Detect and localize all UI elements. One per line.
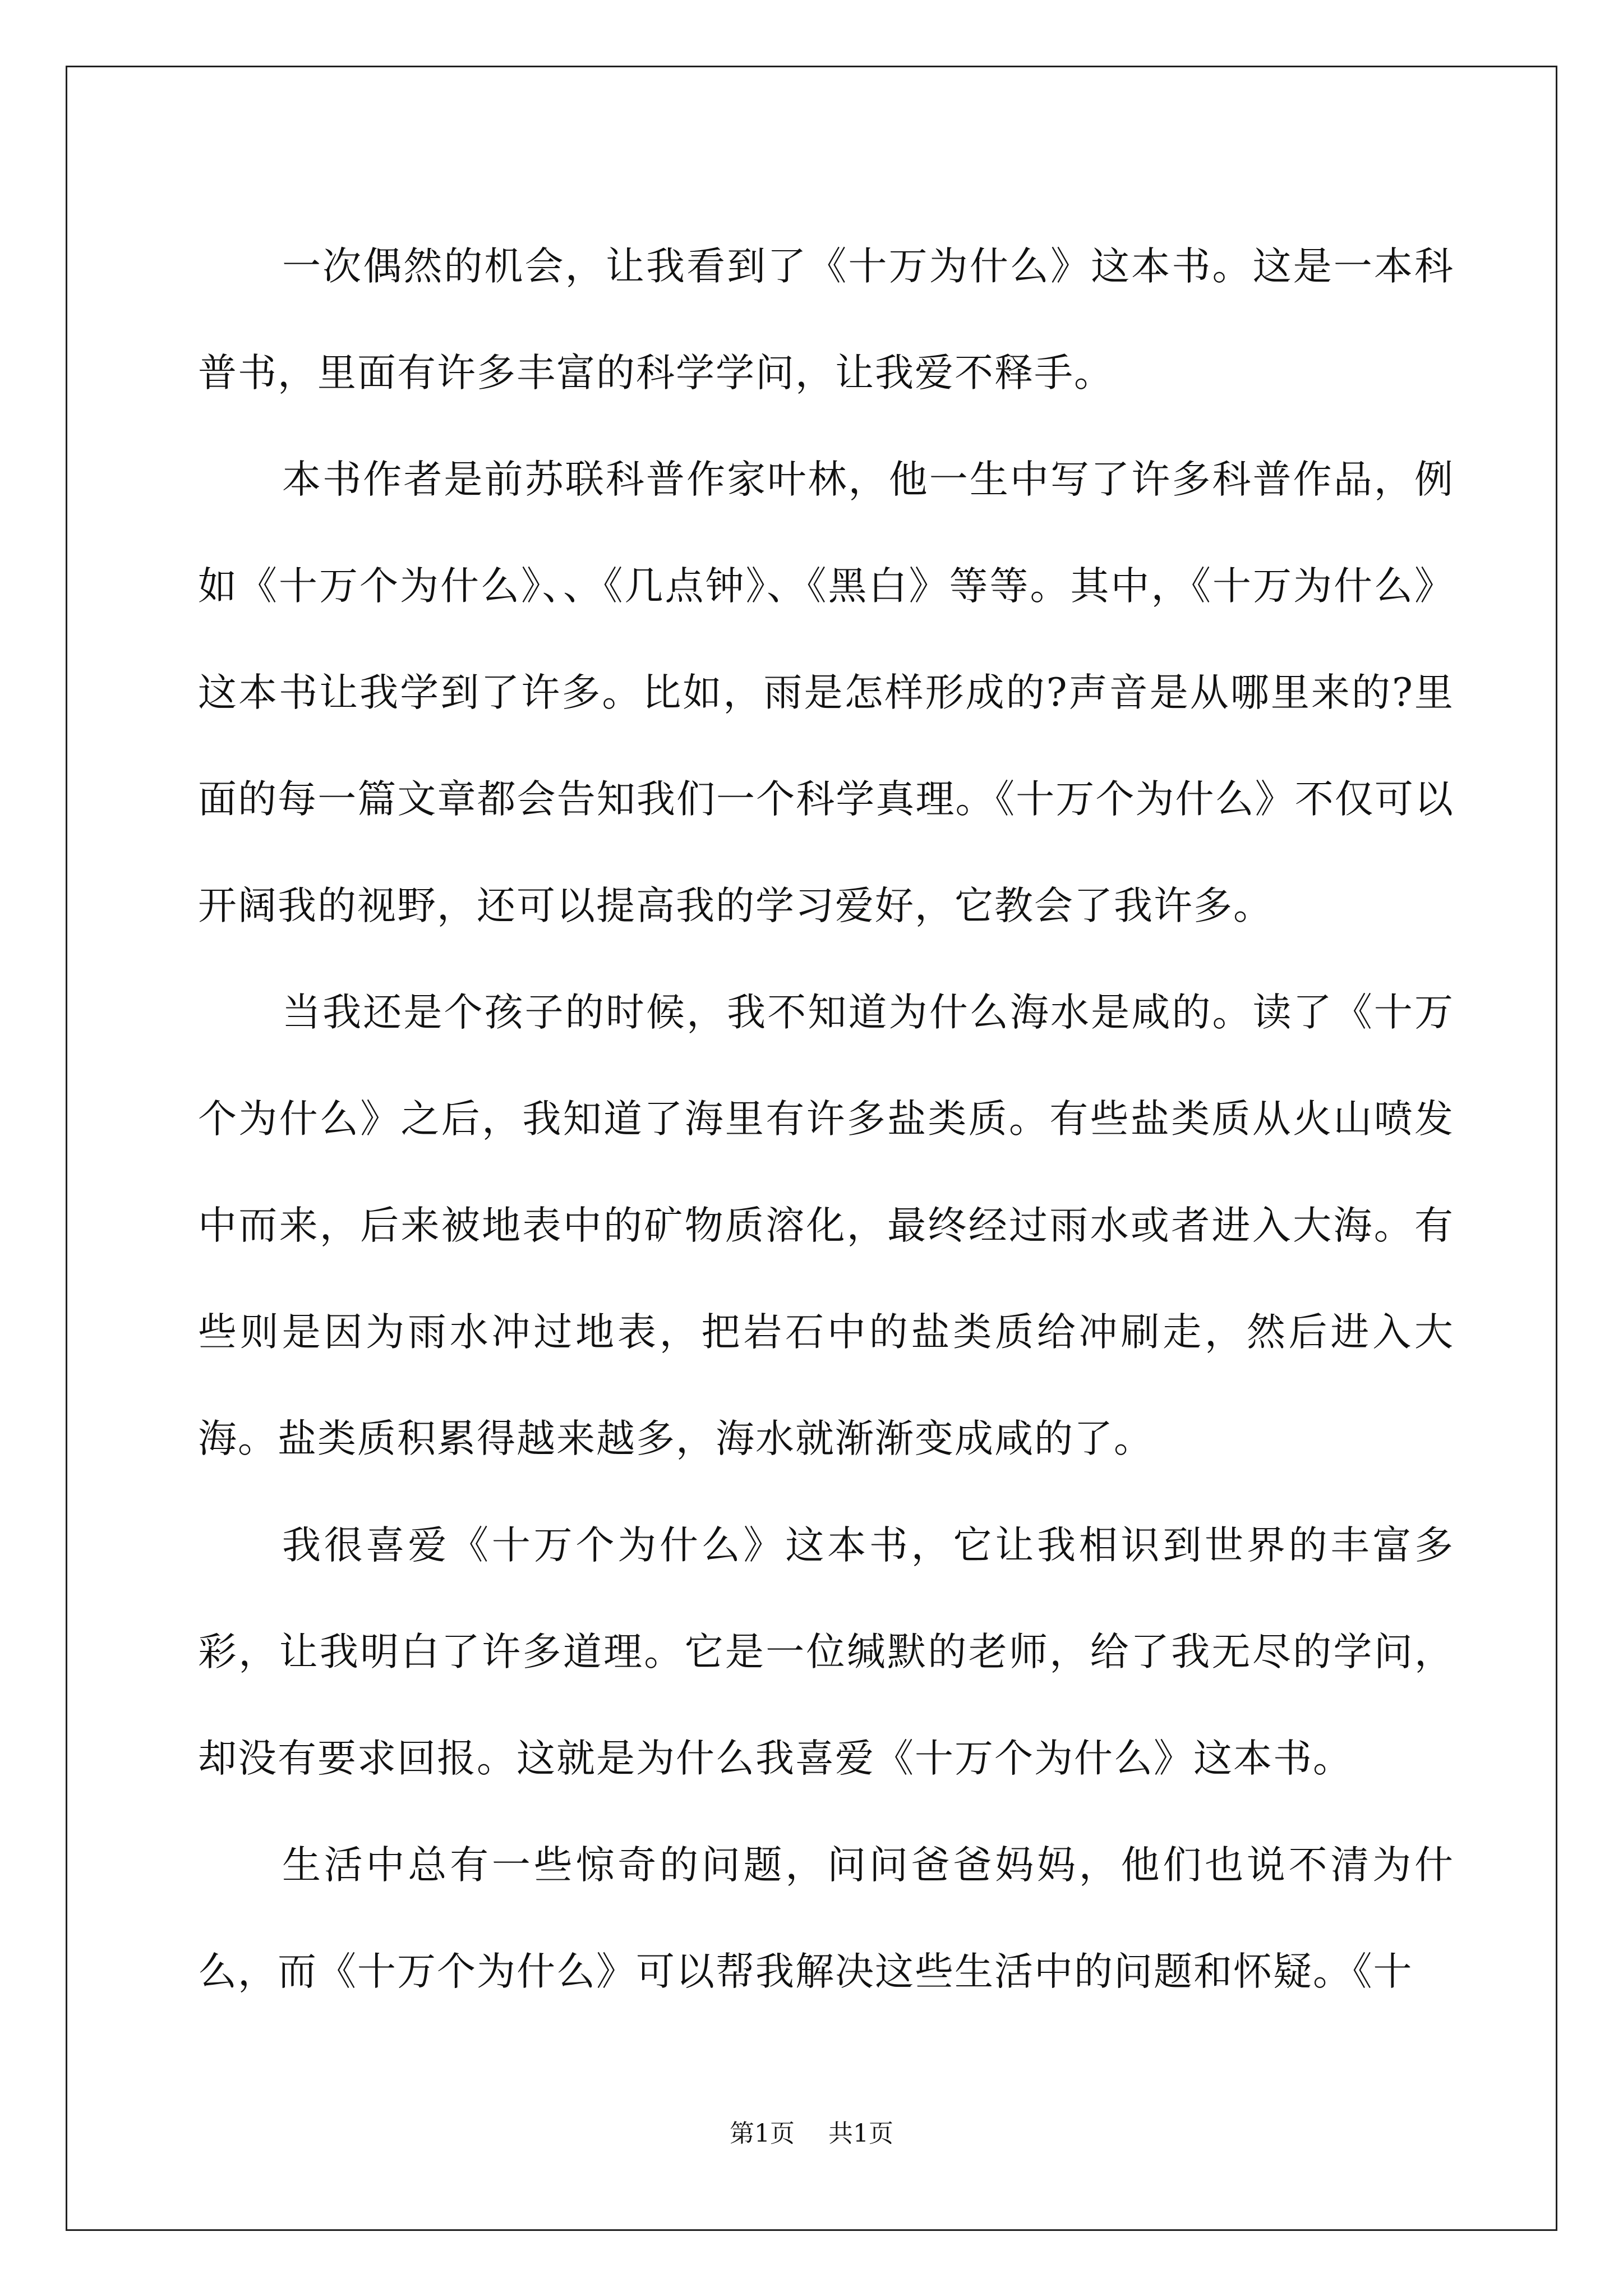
page-footer bbox=[0, 2117, 1623, 2151]
paragraph-2: 本书作者是前苏联科普作家叶林，他一生中写了许多科普作品，例如《十万个为什么》、、《几点钟》、《黑白》等等。其中，《十万为什么》这本书让我学到了许多。比如，雨是怎样形成的?声音是从哪里来的?里面的每一篇文章都会告知我们一个科学真理。《十万个为什么》不仅可以开阔我的视野，还可以提高我的学习爱好，它教会了我许多。 bbox=[198, 457, 1454, 928]
paragraph-3: 当我还是个孩子的时候，我不知道为什么海水是咸的。读了《十万个为什么》之后，我知道了海里有许多盐类质。有些盐类质从火山喷发中而来，后来被地表中的矿物质溶化，最终经过雨水或者进入大海。有些则是因为雨水冲过地表，把岩石中的盐类质给冲刷走，然后进入大海。盐类质积累得越来越多，海水就渐渐变成咸的了。 bbox=[198, 990, 1454, 1461]
document-body bbox=[198, 213, 1454, 2025]
paragraph-1: 一次偶然的机会，让我看到了《十万为什么》这本书。这是一本科普书，里面有许多丰富的科学学问，让我爱不释手。 bbox=[198, 244, 1454, 395]
paragraph-4: 我很喜爱《十万个为什么》这本书，它让我相识到世界的丰富多彩，让我明白了许多道理。它是一位缄默的老师，给了我无尽的学问，却没有要求回报。这就是为什么我喜爱《十万个为什么》这本书。 bbox=[198, 1523, 1454, 1781]
page-number: 第1页 bbox=[730, 2119, 795, 2148]
page-total: 共1页 bbox=[828, 2119, 893, 2148]
paragraph-5: 生活中总有一些惊奇的问题，问问爸爸妈妈，他们也说不清为什么，而《十万个为什么》可以帮我解决这些生活中的问题和怀疑。《十 bbox=[198, 1843, 1454, 1994]
